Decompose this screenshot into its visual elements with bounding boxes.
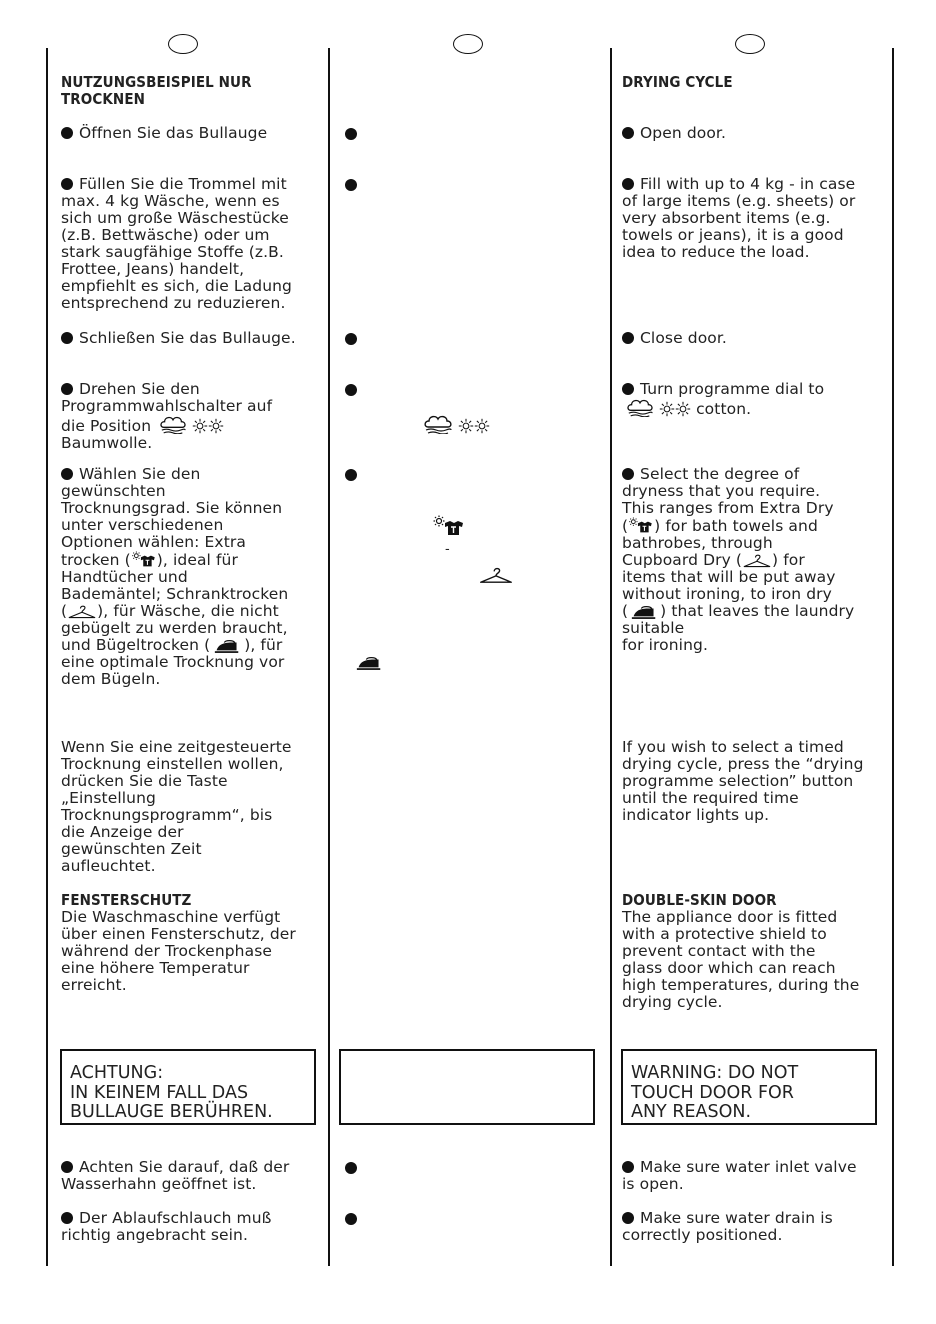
language-badge-en xyxy=(735,34,765,54)
sun-icon xyxy=(474,418,490,434)
step-dryness-en: Select the degree of dryness that you require. This ranges from Extra Dry ( ) for bath towels and bathrobes, through Cupboard Dry ( ) for items that will be put away without ironing, to iron dry ( ) that leaves the laundry suitable for ironing. xyxy=(622,465,855,654)
bullet-dot-icon xyxy=(61,468,73,480)
bullet-dot-icon xyxy=(622,468,634,480)
extra-dry-shirt-icon xyxy=(628,517,654,534)
language-badge-de xyxy=(168,34,198,54)
bullet-dot-icon xyxy=(622,127,634,139)
bullet-dot-icon xyxy=(345,384,357,396)
bullet-dot-icon xyxy=(345,128,357,140)
bullet-dot-icon xyxy=(61,1212,73,1224)
bullet-dot-icon xyxy=(345,1162,357,1174)
bullet-dot-icon xyxy=(345,179,357,191)
column-divider-mid2 xyxy=(610,48,612,1266)
step-dryness-de: Wählen Sie den gewünschten Trocknungsgrad. Sie können unter verschiedenen Optionen wählen: Extra trocken ( ), ideal für Handtücher und Bademäntel; Schranktrocken ( ), für Wäsche, die nicht gebügelt zu werden braucht, und Bügeltrocken ( ), für eine optimale Trocknung vor dem Bügeln. xyxy=(61,465,289,688)
bullet-dot-icon xyxy=(61,1161,73,1173)
column-divider-right xyxy=(892,48,894,1266)
bullet-dot-icon xyxy=(345,469,357,481)
extra-dry-shirt-icon xyxy=(131,551,157,568)
warning-box-middle xyxy=(339,1049,595,1125)
step-valve-en: Make sure water inlet valve is open. xyxy=(622,1158,857,1193)
step-valve-de: Achten Sie darauf, daß der Wasserhahn geöffnet ist. xyxy=(61,1158,290,1193)
iron-icon xyxy=(356,656,382,670)
bullet-dot-icon xyxy=(61,332,73,344)
column-divider-mid1 xyxy=(328,48,330,1266)
step-dial-en: Turn programme dial to cotton. xyxy=(622,381,824,418)
section-title-en: DRYING CYCLE xyxy=(622,73,733,91)
dash-mark: - xyxy=(445,542,450,557)
hanger-icon xyxy=(478,566,514,584)
hanger-icon xyxy=(742,553,772,568)
sun-icon xyxy=(458,418,474,434)
step-open-de: Öffnen Sie das Bullauge xyxy=(61,125,267,142)
step-drain-en: Make sure water drain is correctly positioned. xyxy=(622,1209,833,1244)
timed-drying-en: If you wish to select a timed drying cycle, press the “drying programme selection” button until the required time indicator lights up. xyxy=(622,738,864,824)
bullet-dot-icon xyxy=(622,178,634,190)
warning-box-en: WARNING: DO NOT TOUCH DOOR FOR ANY REASON. xyxy=(621,1049,877,1125)
bullet-dot-icon xyxy=(622,332,634,344)
step-drain-de: Der Ablaufschlauch muß richtig angebracht sein. xyxy=(61,1209,272,1244)
step-close-de: Schließen Sie das Bullauge. xyxy=(61,330,296,347)
step-close-en: Close door. xyxy=(622,330,727,347)
bullet-dot-icon xyxy=(345,333,357,345)
section-title-de: NUTZUNGSBEISPIEL NUR TROCKNEN xyxy=(61,73,252,108)
step-fill-de: Füllen Sie die Trommel mit max. 4 kg Wäsche, wenn es sich um große Wäschestücke (z.B. Bettwäsche) oder um stark saugfähige Stoffe (z.B. Frottee, Jeans) handelt, empfiehlt es sich, die Ladung entsprechend zu reduzieren. xyxy=(61,175,292,312)
extra-dry-shirt-icon xyxy=(432,515,466,537)
bullet-dot-icon xyxy=(61,127,73,139)
dial-icons-middle xyxy=(423,414,490,435)
cotton-cloud-icon xyxy=(159,415,187,434)
bullet-dot-icon xyxy=(622,1161,634,1173)
warning-box-de: ACHTUNG: IN KEINEM FALL DAS BULLAUGE BERÜHREN. xyxy=(60,1049,316,1125)
bullet-dot-icon xyxy=(622,1212,634,1224)
bullet-dot-icon xyxy=(345,1213,357,1225)
language-badge-middle xyxy=(453,34,483,54)
column-divider-left xyxy=(46,48,48,1266)
bullet-dot-icon xyxy=(61,383,73,395)
cotton-cloud-icon xyxy=(626,398,654,417)
bullet-dot-icon xyxy=(61,178,73,190)
sun-icon xyxy=(675,401,691,417)
door-shield-en: DOUBLE-SKIN DOOR The appliance door is fitted with a protective shield to prevent contact with the glass door which can reach high temperatures, during the drying cycle. xyxy=(622,891,860,1011)
step-dial-de: Drehen Sie den Programmwahlschalter auf die Position Baumwolle. xyxy=(61,380,273,452)
step-open-en: Open door. xyxy=(622,125,726,142)
iron-icon xyxy=(214,639,240,653)
door-shield-de: FENSTERSCHUTZ Die Waschmaschine verfügt über einen Fensterschutz, der während der Trockenphase eine höhere Temperatur erreicht. xyxy=(61,891,296,994)
bullet-dot-icon xyxy=(622,383,634,395)
iron-icon xyxy=(631,605,657,619)
cotton-cloud-icon xyxy=(423,414,453,434)
sun-icon xyxy=(192,418,208,434)
hanger-icon xyxy=(67,604,97,619)
sun-icon xyxy=(659,401,675,417)
sun-icon xyxy=(208,418,224,434)
timed-drying-de: Wenn Sie eine zeitgesteuerte Trocknung einstellen wollen, drücken Sie die Taste „Einstellung Trocknungsprogramm“, bis die Anzeige der gewünschten Zeit aufleuchtet. xyxy=(61,738,292,875)
step-fill-en: Fill with up to 4 kg - in case of large items (e.g. sheets) or very absorbent items (e.g. towels or jeans), it is a good idea to reduce the load. xyxy=(622,175,856,261)
